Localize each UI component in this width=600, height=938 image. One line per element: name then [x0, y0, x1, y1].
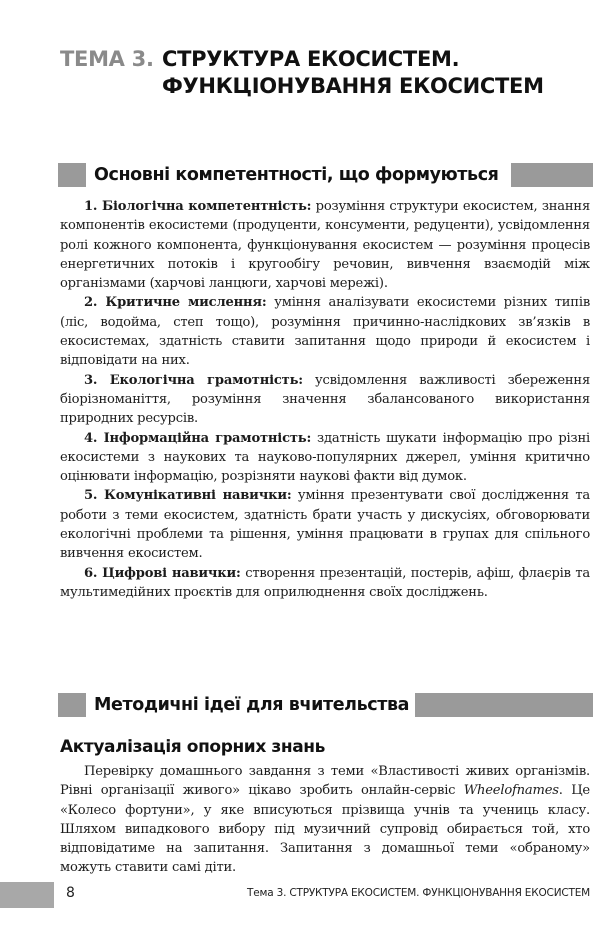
competencies-heading: Основні компетентності, що формуються [94, 165, 499, 185]
topic-title [162, 46, 544, 100]
methods-heading-bar [58, 690, 593, 720]
competency-text: усвідомлення важливості збереження біорізноманіття, розуміння значення збалансованого використання природних ресурсів. [60, 372, 591, 427]
topic-title-line-1: СТРУКТУРА ЕКОСИСТЕМ. [162, 47, 460, 71]
methods-heading: Методичні ідеї для вчительства [94, 695, 410, 715]
competency-item [60, 197, 590, 293]
heading-bar-left-block [58, 693, 86, 717]
footer-marker-block [0, 882, 54, 908]
running-head: Тема 3. СТРУКТУРА ЕКОСИСТЕМ. ФУНКЦІОНУВАННЯ ЕКОСИСТЕМ [247, 887, 590, 899]
page-number: 8 [66, 885, 75, 901]
competencies-list [60, 197, 590, 602]
competency-title: 2. Критичне мислення: [84, 295, 267, 311]
competency-item [60, 429, 590, 487]
methods-paragraph [60, 762, 590, 878]
competency-text: здатність шукати інформацію про різні екосистеми з наукових та науково-популярних джерел, уміння критично оцінювати інформацію, розрізняти наукові факти від думок. [60, 430, 590, 485]
subheading-knowledge-update: Актуалізація опорних знань [60, 737, 325, 757]
heading-bar-right-block [415, 693, 593, 717]
paragraph-start: Перевірку домашнього завдання з теми «Властивості живих організмів. Рівні організації живого» цікаво зробить онлайн-сервіс [60, 764, 590, 799]
competency-title: 1. Біологічна компетентність: [84, 199, 312, 214]
competency-text: уміння презентувати свої дослідження та роботи з теми екосистем, здатність брати участь у дискусіях, обговорювати екологічні проблеми та рішення, уміння працювати в групах для спільного вивчення екосистем. [60, 488, 590, 562]
competency-item [60, 293, 590, 370]
methods-paragraph-block [60, 762, 590, 878]
topic-label: ТЕМА 3. [60, 47, 154, 71]
competency-title: 6. Цифрові навички: [84, 565, 241, 581]
competency-text: уміння аналізувати екосистеми різних типів (ліс, водойма, степ тощо), розуміння причинно-наслідкових зв’язків в екосистемах, здатність ставити запитання щодо природи й екосистем і відповідати на них. [60, 295, 590, 369]
competency-title: 4. Інформаційна грамотність: [84, 430, 312, 446]
heading-bar-right-block [511, 163, 593, 187]
topic-title-line-2: ФУНКЦІОНУВАННЯ ЕКОСИСТЕМ [162, 74, 544, 98]
competency-title: 5. Комунікативні навички: [84, 488, 292, 504]
competency-text: створення презентацій, постерів, афіш, флаєрів та мультимедійних проєктів для оприлюднення своїх досліджень. [60, 565, 590, 600]
competency-title: 3. Екологічна грамотність: [84, 372, 303, 388]
competency-item [60, 564, 590, 603]
heading-bar-left-block [58, 163, 86, 187]
paragraph-end: . Це «Колесо фортуни», у яке вписуються прізвища учнів та учениць класу. Шляхом випадкового вибору під музичний супровід обирається той, хто відповідатиме на запитання. Запитання з домашньої теми «обраному» можуть ставити самі діти. [60, 783, 590, 876]
service-name: Wheelofnames [463, 783, 559, 799]
competency-text: розуміння структури екосистем, знання компонентів екосистеми (продуценти, консументи, редуценти), усвідомлення ролі кожного компонента, функціонування екосистем — розуміння процесів енергетичних потоків і кругообігу речовин, вивчення взаємодій між організмами (харчові ланцюги, харчові мережі). [60, 199, 591, 292]
competency-item [60, 371, 590, 429]
competencies-heading-bar [58, 160, 593, 190]
competency-item [60, 486, 590, 563]
